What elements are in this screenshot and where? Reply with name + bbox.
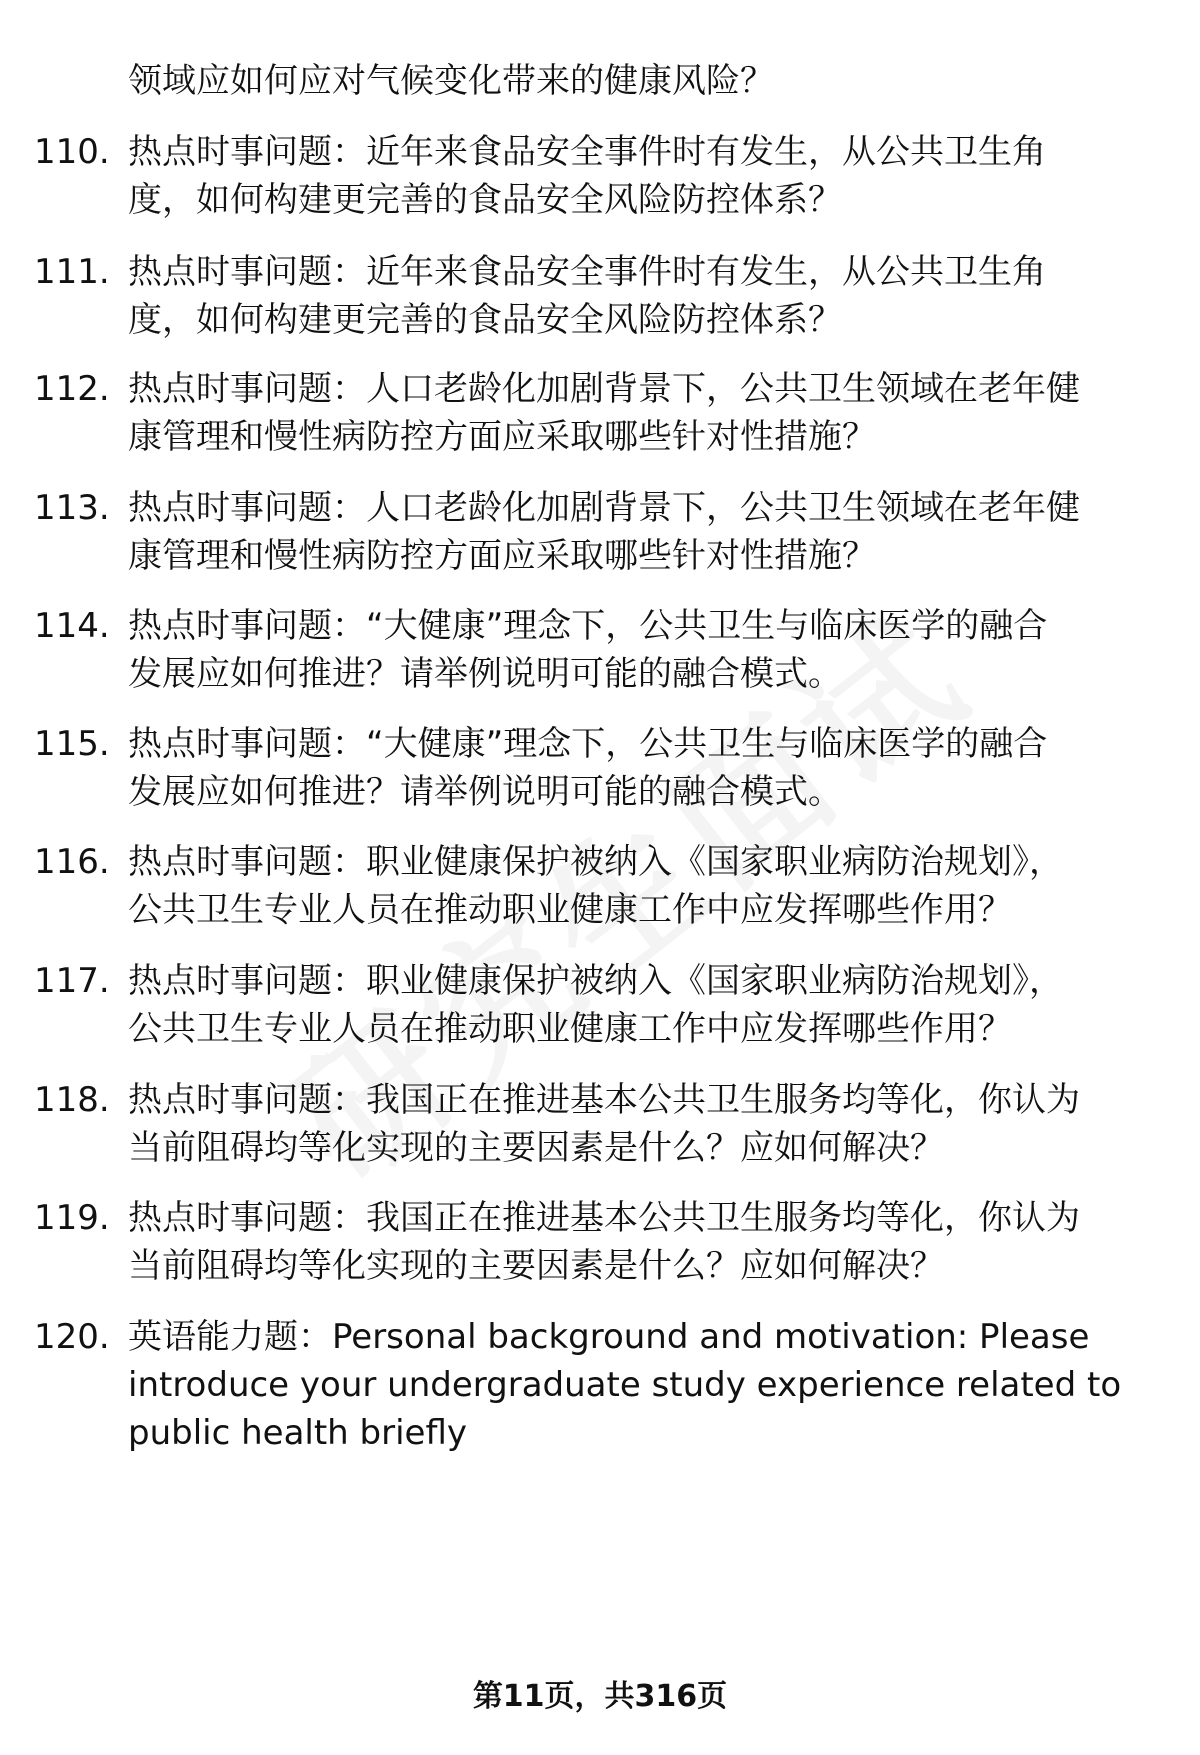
page-footer: 第11页，共316页 xyxy=(472,1679,728,1714)
question-line: 当前阻碍均等化实现的主要因素是什么？应如何解决？ xyxy=(128,1128,944,1168)
question-number: 115. xyxy=(34,724,110,764)
question-line: 热点时事问题：我国正在推进基本公共卫生服务均等化，你认为 xyxy=(128,1198,1080,1238)
question-number: 110. xyxy=(34,132,110,172)
question-line: 热点时事问题：“大健康”理念下，公共卫生与临床医学的融合 xyxy=(128,724,1048,764)
question-text xyxy=(128,720,1158,816)
question-number: 118. xyxy=(34,1080,110,1120)
question-number: 116. xyxy=(34,842,110,882)
question-line: 发展应如何推进？请举例说明可能的融合模式。 xyxy=(128,654,842,694)
question-line: 英语能力题：Personal background and motivation: Please xyxy=(128,1317,1090,1357)
question-number: 111. xyxy=(34,252,110,292)
question-number: 120. xyxy=(34,1317,110,1357)
question-number: 119. xyxy=(34,1198,110,1238)
question-line: 热点时事问题：“大健康”理念下，公共卫生与临床医学的融合 xyxy=(128,606,1048,646)
question-line: 公共卫生专业人员在推动职业健康工作中应发挥哪些作用？ xyxy=(128,1009,1012,1049)
question-line: 康管理和慢性病防控方面应采取哪些针对性措施？ xyxy=(128,417,876,457)
question-line: introduce your undergraduate study experience related to xyxy=(128,1365,1122,1405)
continuation-line: 领域应如何应对气候变化带来的健康风险？ xyxy=(128,61,774,101)
question-line: 热点时事问题：人口老龄化加剧背景下，公共卫生领域在老年健 xyxy=(128,369,1080,409)
question-text xyxy=(128,128,1158,224)
question-line: 度，如何构建更完善的食品安全风险防控体系？ xyxy=(128,180,842,220)
question-text xyxy=(128,602,1158,698)
question-line: 康管理和慢性病防控方面应采取哪些针对性措施？ xyxy=(128,536,876,576)
question-line: 热点时事问题：近年来食品安全事件时有发生，从公共卫生角 xyxy=(128,132,1046,172)
question-text xyxy=(128,484,1158,580)
question-text xyxy=(128,1194,1158,1290)
question-line: 热点时事问题：我国正在推进基本公共卫生服务均等化，你认为 xyxy=(128,1080,1080,1120)
question-text xyxy=(128,248,1158,344)
question-number: 113. xyxy=(34,488,110,528)
question-text xyxy=(128,838,1158,934)
question-text xyxy=(128,365,1158,461)
question-line: 发展应如何推进？请举例说明可能的融合模式。 xyxy=(128,772,842,812)
question-text xyxy=(128,957,1158,1053)
question-line: 热点时事问题：职业健康保护被纳入《国家职业病防治规划》， xyxy=(128,842,1063,882)
question-number: 117. xyxy=(34,961,110,1001)
question-line: 热点时事问题：职业健康保护被纳入《国家职业病防治规划》， xyxy=(128,961,1063,1001)
question-line: 热点时事问题：人口老龄化加剧背景下，公共卫生领域在老年健 xyxy=(128,488,1080,528)
question-line: 度，如何构建更完善的食品安全风险防控体系？ xyxy=(128,300,842,340)
question-text xyxy=(128,1076,1158,1172)
question-line: 热点时事问题：近年来食品安全事件时有发生，从公共卫生角 xyxy=(128,252,1046,292)
question-number: 112. xyxy=(34,369,110,409)
question-line: 当前阻碍均等化实现的主要因素是什么？应如何解决？ xyxy=(128,1246,944,1286)
question-text xyxy=(128,1313,1158,1457)
question-line: public health briefly xyxy=(128,1413,468,1453)
question-line: 公共卫生专业人员在推动职业健康工作中应发挥哪些作用？ xyxy=(128,890,1012,930)
question-number: 114. xyxy=(34,606,110,646)
